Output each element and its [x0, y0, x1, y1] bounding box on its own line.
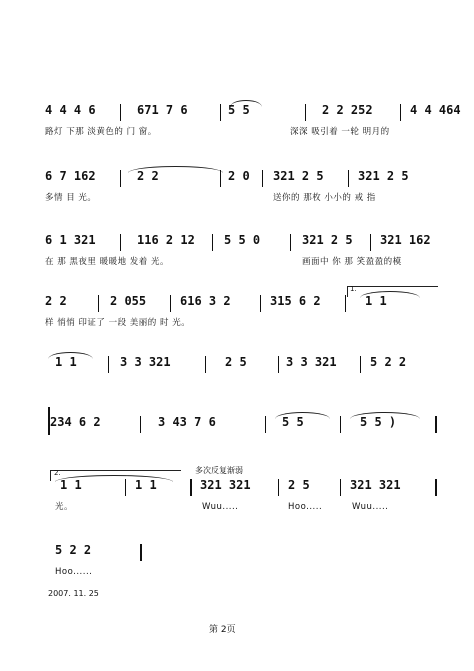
measure: 3 3 321 [286, 355, 337, 369]
barline [262, 170, 263, 187]
measure: 116 2 12 [137, 233, 195, 247]
barline [120, 104, 121, 121]
lyric-line: 画面中 你 那 笑盈盈的模 [302, 257, 402, 267]
barline [220, 170, 221, 187]
measure: 671 7 6 [137, 103, 188, 117]
measure: 321 321 [200, 478, 251, 492]
measure: 2 5 [225, 355, 247, 369]
barline [340, 479, 341, 496]
barline [108, 356, 109, 373]
barline [278, 356, 279, 373]
barline [120, 170, 121, 187]
lyric-line: Wuu..... [352, 502, 389, 512]
barline [348, 170, 349, 187]
lyric-line: 深深 吸引着 一轮 明月的 [290, 127, 390, 137]
measure: 5 5 ) [360, 415, 397, 429]
barline [290, 234, 291, 251]
barline [120, 234, 121, 251]
barline [170, 295, 171, 312]
lyric-line: Hoo...... [55, 567, 93, 577]
lyric-line: 在 那 黑夜里 暖暖地 发着 光。 [45, 257, 170, 267]
measure: 1 1 [365, 294, 387, 308]
barline [212, 234, 213, 251]
measure: 3 3 321 [120, 355, 171, 369]
measure: 2 0 [228, 169, 250, 183]
measure: 2 055 [110, 294, 147, 308]
barline [340, 416, 341, 433]
measure: 5 5 [228, 103, 250, 117]
measure: 321 321 [350, 478, 401, 492]
measure: 315 6 2 [270, 294, 321, 308]
barline [360, 356, 361, 373]
measure: 1 1 [55, 355, 77, 369]
lyric-line: 多情 目 光。 [45, 193, 97, 203]
barline [260, 295, 261, 312]
measure: 2 2 [137, 169, 159, 183]
date-label: 2007. 11. 25 [48, 589, 99, 598]
barline [278, 479, 279, 496]
measure: 5 2 2 [370, 355, 407, 369]
measure: 4 4 4 6 [45, 103, 96, 117]
lyric-line: Hoo..... [288, 502, 323, 512]
measure: 6 1 321 [45, 233, 96, 247]
barline [370, 234, 371, 251]
measure: 5 5 0 [224, 233, 261, 247]
barline [98, 295, 99, 312]
barline [125, 479, 126, 496]
measure: 2 2 [45, 294, 67, 308]
barline [400, 104, 401, 121]
repeat-end-barline [435, 416, 437, 433]
barline [140, 416, 141, 433]
measure: 1 1 [135, 478, 157, 492]
first-ending-label: 1. [350, 285, 357, 293]
lyric-line: 光。 [55, 502, 74, 512]
measure: 6 7 162 [45, 169, 96, 183]
measure: 1 1 [60, 478, 82, 492]
measure: 321 162 [380, 233, 431, 247]
repeat-start-barline [190, 479, 192, 496]
measure: 5 5 [282, 415, 304, 429]
lyric-line: 样 悄悄 印证了 一段 美丽的 时 光。 [45, 318, 191, 328]
measure: 321 2 5 [273, 169, 324, 183]
measure: 234 6 2 [50, 415, 101, 429]
measure: 321 2 5 [302, 233, 353, 247]
measure: 3 43 7 6 [158, 415, 216, 429]
lyric-line: Wuu..... [202, 502, 239, 512]
barline [220, 104, 221, 121]
measure: 616 3 2 [180, 294, 231, 308]
barline [345, 295, 346, 312]
second-ending-label: 2. [54, 469, 61, 477]
barline [205, 356, 206, 373]
measure: 2 2 252 [322, 103, 373, 117]
final-barline [140, 544, 142, 561]
repeat-end-barline [435, 479, 437, 496]
page-number: 第 2页 [209, 625, 236, 635]
measure: 2 5 [288, 478, 310, 492]
barline [305, 104, 306, 121]
lyric-line: 路灯 下那 淡黄色的 门 窗。 [45, 127, 157, 137]
measure: 4 4 464 [410, 103, 461, 117]
barline [265, 416, 266, 433]
lyric-line: 送你的 那枚 小小的 戒 指 [273, 193, 376, 203]
measure: 5 2 2 [55, 543, 92, 557]
measure: 321 2 5 [358, 169, 409, 183]
dynamics-annotation: 多次反复渐弱 [195, 466, 243, 475]
